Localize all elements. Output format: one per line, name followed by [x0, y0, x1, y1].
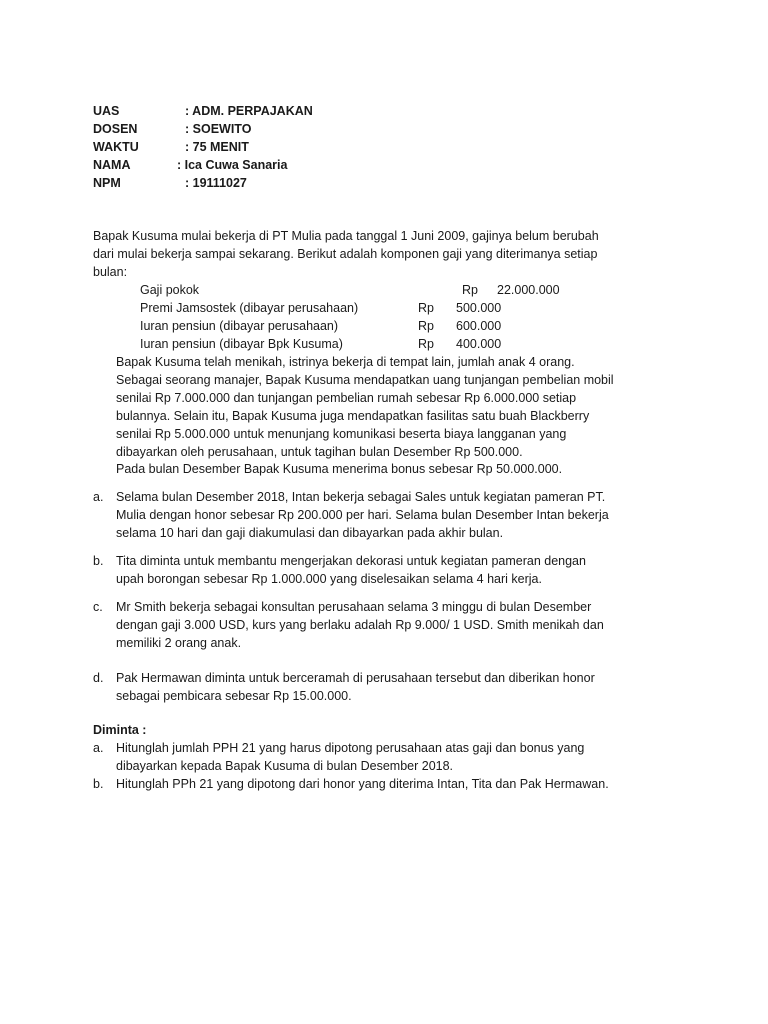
- component-amount: 400.000: [456, 337, 502, 351]
- case-line: dengan gaji 3.000 USD, kurs yang berlaku adalah Rp 9.000/ 1 USD. Smith menikah dan: [116, 618, 604, 632]
- details-line: Bapak Kusuma telah menikah, istrinya bekerja di tempat lain, jumlah anak 4 orang.: [116, 355, 575, 369]
- case-line: Mr Smith bekerja sebagai konsultan perusahaan selama 3 minggu di bulan Desember: [116, 600, 592, 614]
- details-line: senilai Rp 5.000.000 untuk menunjang komunikasi beserta biaya langganan yang: [116, 427, 567, 441]
- diminta-line: dibayarkan kepada Bapak Kusuma di bulan Desember 2018.: [116, 759, 454, 773]
- case-line: Pak Hermawan diminta untuk berceramah di perusahaan tersebut dan diberikan honor: [116, 671, 595, 685]
- header-value: : Ica Cuwa Sanaria: [177, 158, 288, 172]
- component-currency: Rp: [418, 319, 434, 333]
- header-key: UAS: [93, 104, 120, 118]
- case-line: Mulia dengan honor sebesar Rp 200.000 per hari. Selama bulan Desember Intan bekerja: [116, 508, 609, 522]
- case-line: Tita diminta untuk membantu mengerjakan dekorasi untuk kegiatan pameran dengan: [116, 554, 586, 568]
- intro-line: dari mulai bekerja sampai sekarang. Berikut adalah komponen gaji yang diterimanya setiap: [93, 247, 598, 261]
- case-line: sebagai pembicara sebesar Rp 15.00.000.: [116, 689, 352, 703]
- diminta-title: Diminta :: [93, 723, 147, 737]
- diminta-line: Hitunglah PPh 21 yang dipotong dari honor yang diterima Intan, Tita dan Pak Hermawan.: [116, 777, 609, 791]
- case-line: Selama bulan Desember 2018, Intan bekerja sebagai Sales untuk kegiatan pameran PT.: [116, 490, 606, 504]
- case-line: selama 10 hari dan gaji diakumulasi dan dibayarkan pada akhir bulan.: [116, 526, 504, 540]
- list-marker: c.: [93, 600, 103, 614]
- header-key: NAMA: [93, 158, 131, 172]
- list-marker: a.: [93, 741, 104, 755]
- header-key: NPM: [93, 176, 121, 190]
- list-marker: d.: [93, 671, 104, 685]
- header-value: : SOEWITO: [185, 122, 252, 136]
- component-amount: 600.000: [456, 319, 502, 333]
- component-currency: Rp: [462, 283, 478, 297]
- details-line: dibayarkan oleh perusahaan, untuk tagihan bulan Desember Rp 500.000.: [116, 445, 523, 459]
- component-currency: Rp: [418, 337, 434, 351]
- header-value: : ADM. PERPAJAKAN: [185, 104, 313, 118]
- component-label: Iuran pensiun (dibayar perusahaan): [140, 319, 339, 333]
- component-label: Gaji pokok: [140, 283, 200, 297]
- details-line: Pada bulan Desember Bapak Kusuma menerima bonus sebesar Rp 50.000.000.: [116, 462, 563, 476]
- component-currency: Rp: [418, 301, 434, 315]
- intro-line: Bapak Kusuma mulai bekerja di PT Mulia pada tanggal 1 Juni 2009, gajinya belum berubah: [93, 229, 599, 243]
- case-line: memiliki 2 orang anak.: [116, 636, 242, 650]
- details-line: senilai Rp 7.000.000 dan tunjangan pembelian rumah sebesar Rp 6.000.000 setiap: [116, 391, 577, 405]
- header-key: DOSEN: [93, 122, 138, 136]
- case-line: upah borongan sebesar Rp 1.000.000 yang diselesaikan selama 4 hari kerja.: [116, 572, 542, 586]
- header-key: WAKTU: [93, 140, 139, 154]
- list-marker: b.: [93, 554, 104, 568]
- diminta-line: Hitunglah jumlah PPH 21 yang harus dipotong perusahaan atas gaji dan bonus yang: [116, 741, 585, 755]
- details-line: bulannya. Selain itu, Bapak Kusuma juga mendapatkan fasilitas satu buah Blackberry: [116, 409, 590, 423]
- component-label: Premi Jamsostek (dibayar perusahaan): [140, 301, 359, 315]
- list-marker: b.: [93, 777, 104, 791]
- list-marker: a.: [93, 490, 104, 504]
- header-value: : 19111027: [185, 176, 247, 190]
- component-label: Iuran pensiun (dibayar Bpk Kusuma): [140, 337, 343, 351]
- header-value: : 75 MENIT: [185, 140, 249, 154]
- component-amount: 500.000: [456, 301, 502, 315]
- intro-line: bulan:: [93, 265, 128, 279]
- component-amount: 22.000.000: [497, 283, 560, 297]
- details-line: Sebagai seorang manajer, Bapak Kusuma mendapatkan uang tunjangan pembelian mobil: [116, 373, 614, 387]
